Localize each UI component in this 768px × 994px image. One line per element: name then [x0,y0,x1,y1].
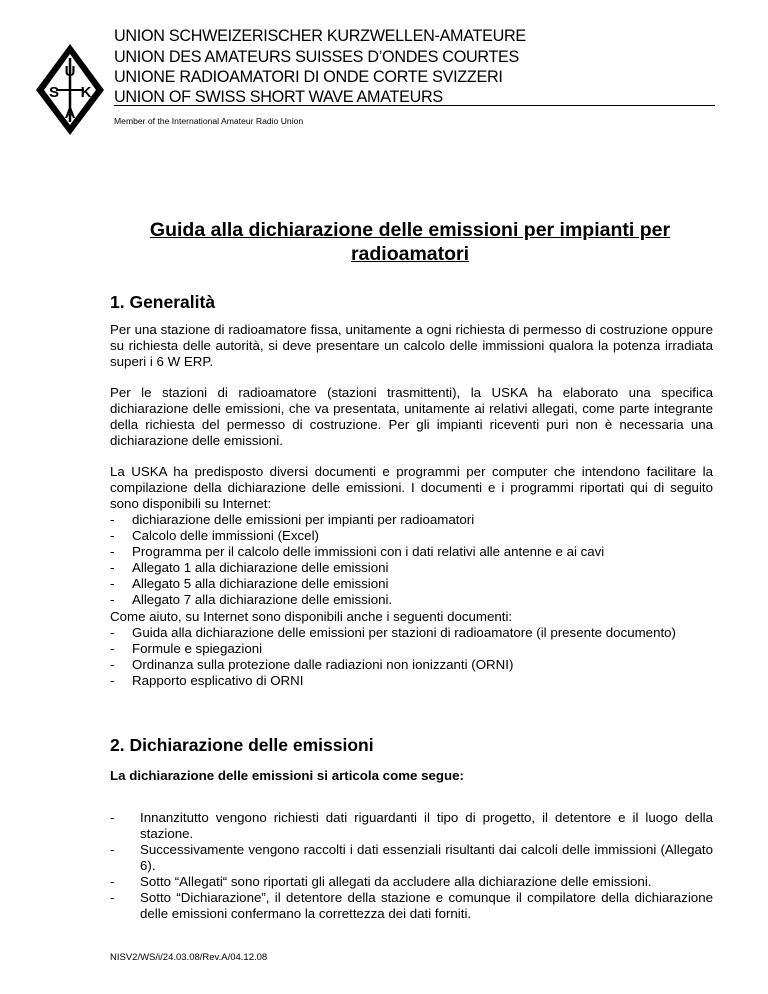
list-item: - Allegato 1 alla dichiarazione delle emissioni [110,560,389,575]
uska-logo [30,42,110,137]
list-item: - Rapporto esplicativo di ORNI [110,673,304,688]
list-item: - Innanzitutto vengono richiesti dati riguardanti il tipo di progetto, il detentore e il luogo della stazione. [110,810,713,841]
list-item: - Ordinanza sulla protezione dalle radiazioni non ionizzanti (ORNI) [110,657,514,672]
logo-letter-s: S [48,84,60,101]
internet-documents-list [110,512,713,608]
org-name-en: UNION OF SWISS SHORT WAVE AMATEURS [114,88,443,106]
list-item: - Sotto “Dichiarazione”, il detentore della stazione e comunque il compilatore della dichiarazione delle emissioni confermano la correttezza dei dati forniti. [110,890,713,921]
declaration-structure-list [110,810,713,922]
document-title: Guida alla dichiarazione delle emissioni per impianti per radioamatori [149,219,671,265]
org-name-it: UNIONE RADIOAMATORI DI ONDE CORTE SVIZZERI [114,68,503,86]
section-1-paragraph-3: La USKA ha predisposto diversi documenti e programmi per computer che intendono facilitare la compilazione della dichiarazione delle emissioni. I documenti e i programmi riportati qui di seguito sono disponibili su Internet: [110,464,713,511]
iaru-member-note: Member of the International Amateur Radio Union [114,116,304,126]
list-item: - dichiarazione delle emissioni per impianti per radioamatori [110,512,475,527]
list-item: - Guida alla dichiarazione delle emissioni per stazioni di radioamatore (il presente documento) [110,625,676,640]
list-item: - Formule e spiegazioni [110,641,263,656]
section-2-subheading: La dichiarazione delle emissioni si articola come segue: [110,768,464,783]
logo-letter-a: A [64,105,76,122]
section-1-paragraph-2: Per le stazioni di radioamatore (stazioni trasmittenti), la USKA ha elaborato una specifica dichiarazione delle emissioni, che va presentata, unitamente ai relativi allegati, come parte integrante della richiesta del permesso di costruzione. Per gli impianti riceventi puri non è necessaria una dichiarazione delle emissioni. [110,385,713,448]
logo-letter-k: K [80,84,92,101]
list-item: - Calcolo delle immissioni (Excel) [110,528,319,543]
section-1-heading: 1. Generalità [110,292,216,312]
org-name-de: UNION SCHWEIZERISCHER KURZWELLEN-AMATEURE [114,27,526,45]
org-name-fr: UNION DES AMATEURS SUISSES D’ONDES COURTES [114,48,520,66]
section-1-paragraph-1: Per una stazione di radioamatore fissa, unitamente a ogni richiesta di permesso di costruzione oppure su richiesta delle autorità, si deve presentare un calcolo delle immissioni qualora la potenza irradiata superi i 6 W ERP. [110,322,713,369]
section-1-paragraph-4: Come aiuto, su Internet sono disponibili anche i seguenti documenti: [110,609,513,624]
document-reference-code: NISV2/WS/i/24.03.08/Rev.A/04.12.08 [110,952,268,963]
logo-letter-u: U [64,63,76,80]
list-item: - Allegato 5 alla dichiarazione delle emissioni [110,576,389,591]
list-item: - Allegato 7 alla dichiarazione delle emissioni. [110,592,393,607]
section-2-heading: 2. Dichiarazione delle emissioni [110,735,374,755]
list-item: - Programma per il calcolo delle immissioni con i dati relativi alle antenne e ai cavi [110,544,605,559]
list-item: - Successivamente vengono raccolti i dati essenziali risultanti dai calcoli delle immissioni (Allegato 6). [110,842,713,873]
header-rule [114,105,715,106]
list-item: - Sotto “Allegati“ sono riportati gli allegati da accludere alla dichiarazione delle emissioni. [110,874,652,889]
help-documents-list [110,625,713,689]
